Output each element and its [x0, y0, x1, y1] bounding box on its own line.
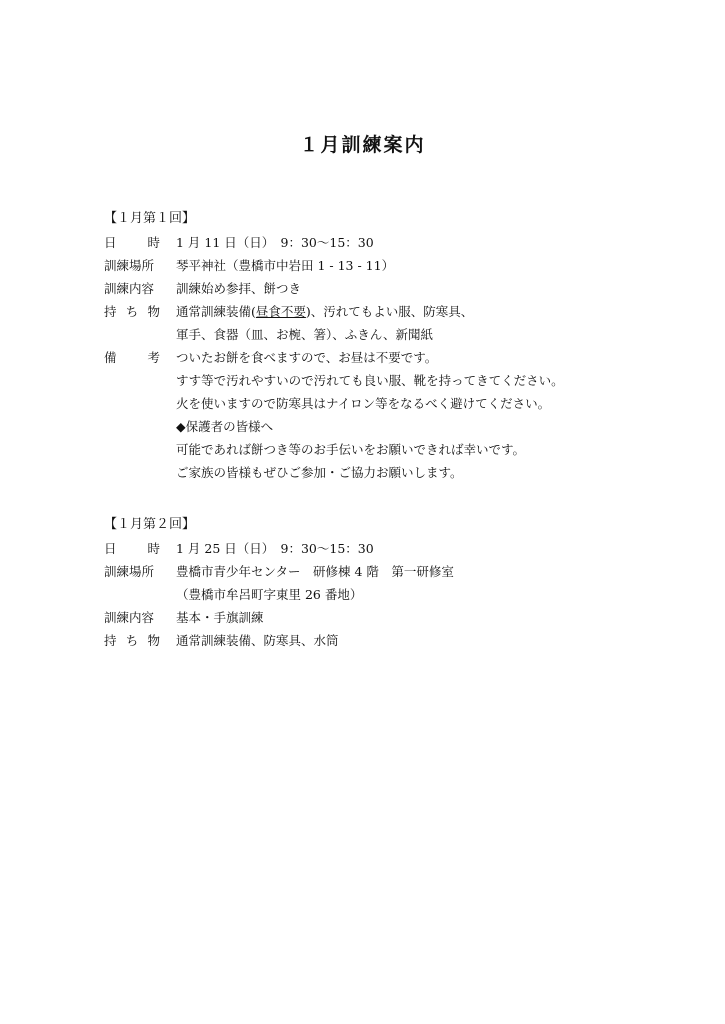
session-1-content-row — [104, 277, 664, 300]
items-label: 持 ち 物 — [104, 633, 160, 648]
session-1-date-row — [104, 231, 664, 254]
notes-line: 可能であれば餅つき等のお手伝いをお願いできれば幸いです。 — [176, 442, 526, 457]
date-label: 日 時 — [104, 541, 160, 556]
items-value-line-2: 軍手、食器（皿、お椀、箸）、ふきん、新聞紙 — [176, 327, 434, 342]
session-2 — [104, 514, 664, 652]
items-value: 通常訓練装備(昼食不要)、汚れてもよい服、防寒具、 — [176, 304, 474, 319]
place-value: 琴平神社（豊橋市中岩田 1 - 13 - 11） — [176, 258, 395, 273]
notes-line: ついたお餅を食べますので、お昼は不要です。 — [176, 350, 438, 365]
session-1-notes-row — [104, 438, 664, 461]
place-label: 訓練場所 — [104, 564, 155, 579]
date-value: 1 月 11 日（日） 9：30〜15：30 — [176, 235, 374, 250]
session-1-notes-row — [104, 415, 664, 438]
session-2-items-row — [104, 629, 664, 652]
items-value: 通常訓練装備、防寒具、水筒 — [176, 633, 339, 648]
content-label: 訓練内容 — [104, 610, 155, 625]
session-1-items-row-2 — [104, 323, 664, 346]
session-1-place-row — [104, 254, 664, 277]
session-1-notes-row — [104, 369, 664, 392]
session-1-items-row — [104, 300, 664, 323]
date-value: 1 月 25 日（日） 9：30〜15：30 — [176, 541, 374, 556]
notes-line: ご家族の皆様もぜひご参加・ご協力お願いします。 — [176, 465, 463, 480]
notes-label: 備 考 — [104, 350, 160, 365]
session-1-notes-row — [104, 346, 664, 369]
session-2-place-row — [104, 560, 664, 583]
session-2-place-row-2 — [104, 583, 664, 606]
session-2-date-row — [104, 537, 664, 560]
session-1-notes-row — [104, 392, 664, 415]
session-2-content-row — [104, 606, 664, 629]
session-2-heading: 【１月第２回】 — [104, 517, 196, 532]
content-label: 訓練内容 — [104, 281, 155, 296]
lunch-not-needed-note: 昼食不要 — [255, 304, 306, 319]
session-1 — [104, 208, 664, 484]
place-value: 豊橋市青少年センター 研修棟 4 階 第一研修室 — [176, 564, 454, 579]
place-label: 訓練場所 — [104, 258, 155, 273]
guardian-notice-heading: ◆保護者の皆様へ — [176, 419, 274, 434]
notes-line: 火を使いますので防寒具はナイロン等をなるべく避けてください。 — [176, 396, 551, 411]
session-1-heading: 【１月第１回】 — [104, 211, 196, 226]
items-label: 持 ち 物 — [104, 304, 160, 319]
content-value: 訓練始め参拝、餅つき — [176, 281, 302, 296]
page-title: １月訓練案内 — [299, 134, 426, 156]
place-address: （豊橋市牟呂町字東里 26 番地） — [176, 587, 363, 602]
date-label: 日 時 — [104, 235, 160, 250]
session-1-notes-row — [104, 461, 664, 484]
notes-line: すす等で汚れやすいので汚れても良い服、靴を持ってきてください。 — [176, 373, 564, 388]
content-value: 基本・手旗訓練 — [176, 610, 264, 625]
